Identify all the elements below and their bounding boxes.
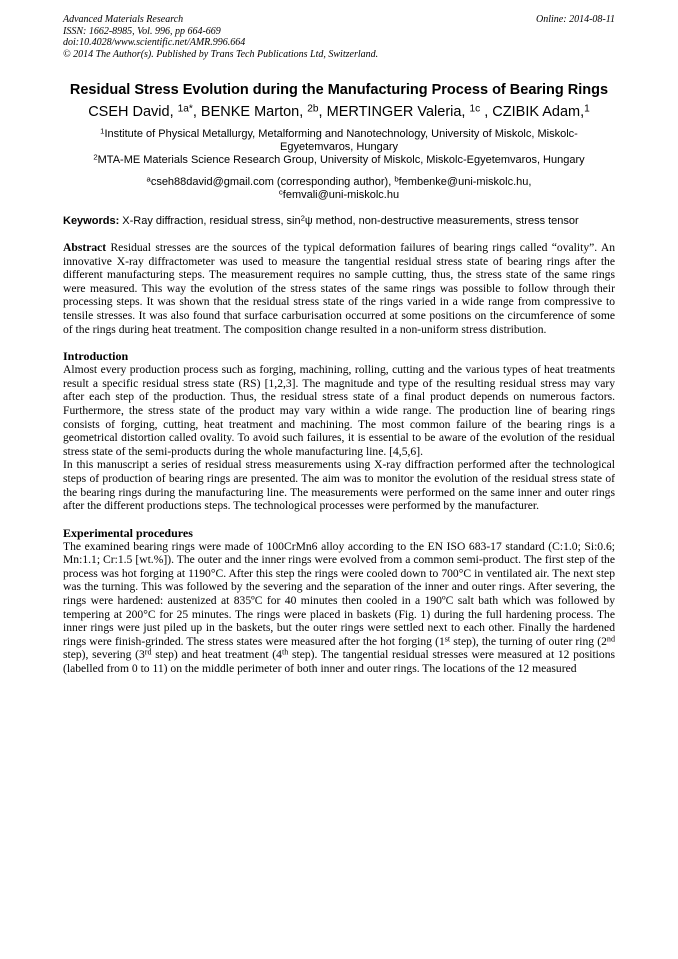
affiliation-text: Institute of Physical Metallurgy, Metalforming and Nanotechnology, University of Miskolc, Miskolc-Egyetemvaros, Hungary [104, 128, 578, 153]
affiliation-sup: 1 [100, 126, 105, 136]
doi-line[interactable]: doi:10.4028/www.scientific.net/AMR.996.664 [63, 37, 246, 48]
email-b[interactable]: fembenke@uni-miskolc.hu, [398, 176, 532, 188]
affiliation-1 [69, 128, 609, 154]
author-separator: , [480, 104, 493, 120]
author-name: CSEH David, [88, 104, 178, 120]
author-separator: , [192, 104, 201, 120]
experimental-section [63, 540, 615, 676]
keywords-text-rest: ψ method, non-destructive measurements, stress tensor [304, 215, 579, 227]
author-separator: , [318, 104, 327, 120]
journal-name: Advanced Materials Research [63, 14, 184, 25]
email-a[interactable]: cseh88david@gmail.com (corresponding author), [150, 176, 395, 188]
issn-line: ISSN: 1662-8985, Vol. 996, pp 664-669 [63, 25, 221, 37]
intro-paragraph-1: Almost every production process such as forging, machining, rolling, cutting and the various types of heat treatments result a specific residual stress state (RS) [1,2,3]. The magnitude and type of the resulting residual stress may vary after each step of the production. Thus, the residual stress state of a final product depends on numerous factors. Furthermore, the stress state of the product may vary within a wide range. The production line of bearing rings consists of forging, cutting, heat treatment and machining. The most common failure of the bearing rings is a geometrical distortion called ovality. To avoid such failures, it is essential to be aware of the evolution of the residual stress state of the semi-products during the whole manufacturing line. [4,5,6]. [63, 363, 615, 458]
keywords [63, 215, 615, 228]
paper-title: Residual Stress Evolution during the Manufacturing Process of Bearing Rings [69, 82, 609, 98]
exp-sup: nd [606, 634, 615, 644]
journal-header [63, 14, 615, 60]
author-name: MERTINGER Valeria, [326, 104, 470, 120]
email-sup: c [278, 187, 283, 197]
exp-text: step), severing (3 [63, 648, 145, 662]
introduction-section [63, 363, 615, 513]
author-sup: 1c [469, 103, 481, 115]
email-c[interactable]: femvali@uni-miskolc.hu [282, 189, 400, 201]
author-sup: 1 [584, 103, 590, 115]
copyright-line: © 2014 The Author(s). Published by Trans Tech Publications Ltd, Switzerland. [63, 48, 379, 60]
exp-text: step). The tangential residual stresses were measured at 12 positions (labelled from 0 to 11) on the middle perimeter of both inner and outer rings. The locations of the 12 measured [63, 648, 615, 676]
author-name: CZIBIK Adam, [492, 104, 585, 120]
experimental-paragraph [63, 540, 615, 676]
author-sup: 1a* [177, 103, 193, 115]
exp-text: step) and heat treatment (4 [151, 648, 282, 662]
section-heading-experimental: Experimental procedures [63, 525, 193, 540]
keywords-text: X-Ray diffraction, residual stress, sin [119, 215, 301, 227]
intro-paragraph-2: In this manuscript a series of residual stress measurements using X-ray diffraction performed after the technological steps of production of bearing rings are presented. The aim was to monitor the evolution of the residual stress state of the bearing rings during the manufacturing line. The measurements were performed on the same inner and outer rings after the different productions steps. The technological processes were performed by the manufacturer. [63, 458, 615, 513]
exp-text: step), the turning of outer ring (2 [450, 634, 607, 648]
section-heading-introduction: Introduction [63, 349, 129, 364]
author-sup: 2b [307, 103, 319, 115]
email-sup: a [146, 174, 151, 184]
exp-sup: rd [144, 647, 152, 657]
email-sup: b [394, 174, 399, 184]
online-date: Online: 2014-08-11 [536, 14, 615, 25]
affiliation-text: MTA-ME Materials Science Research Group, University of Miskolc, Miskolc-Egyetemvaros, Hungary [97, 154, 585, 166]
author-list [63, 103, 615, 121]
affiliation-2 [69, 154, 609, 167]
keywords-sup: 2 [300, 213, 305, 223]
exp-sup: st [444, 634, 451, 644]
keywords-label: Keywords: [63, 215, 120, 227]
affiliation-sup: 2 [93, 152, 98, 162]
abstract [63, 241, 615, 336]
email-list [103, 176, 575, 202]
exp-text: The examined bearing rings were made of 100CrMn6 alloy according to the EN ISO 683-17 standard (C:1.0; Si:0.6; Mn:1.1; Cr:1.5 [wt.%]). The outer and the inner rings were evolved from a common semi-product. The first step of the process was hot forging at 1190°C. After this step the rings were cooled down to 700°C in ventilated air. The next step was the turning. This was followed by the severing and the separation of the inner and outer rings. After severing, the rings were hardened: austenized at 835ºC for 40 minutes then cooled in a 190ºC salt bath which was followed by tempering at 200°C for 25 minutes. The rings were placed in baskets (Fig. 1) during the full hardening process. The inner rings were just piled up in the baskets, but the outer rings were settled next to each other. Finally the hardened rings were finish-grinded. The stress states were measured after the hot forging (1 [63, 539, 615, 648]
exp-sup: th [281, 647, 289, 657]
abstract-label: Abstract [63, 241, 107, 254]
abstract-text: Residual stresses are the sources of the typical deformation failures of bearing rings called “ovality”. An innovative X-ray diffractometer was used to measure the tangential residual stress state of bearing rings after the different manufacturing steps. The measurement requires no sample cutting, thus, the stress state of the same rings were measured. This way the evolution of the stress states of the same rings was possible to follow through their processing steps. It was shown that the residual stress state of the rings varied in a wide range from compressive to tensile stresses. It was also found that surface carburisation occurred at some positions on the circumference of some of the rings during heat treatment. The composition change resulted in a non-uniform stress distribution. [63, 241, 615, 336]
affiliations [63, 128, 615, 167]
author-name: BENKE Marton, [200, 104, 308, 120]
